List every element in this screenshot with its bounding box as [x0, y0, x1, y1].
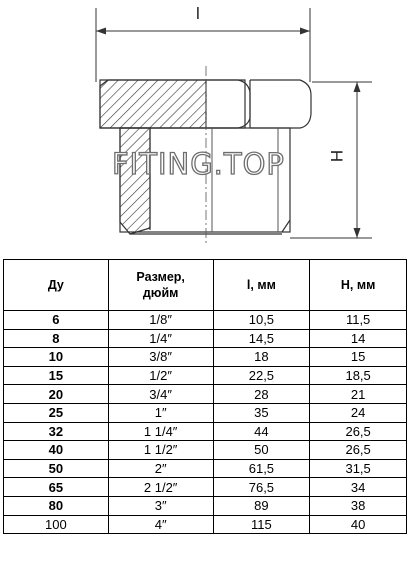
- cell-size: 2″: [108, 459, 213, 478]
- cell-size: 1/8″: [108, 311, 213, 330]
- cell-h: 18,5: [310, 366, 407, 385]
- column-header-h-mm: H, мм: [310, 260, 407, 311]
- column-header-du: Ду: [4, 260, 109, 311]
- cell-du: 32: [4, 422, 109, 441]
- cell-du: 20: [4, 385, 109, 404]
- cell-du: 100: [4, 515, 109, 534]
- cell-du: 40: [4, 441, 109, 460]
- cell-size: 1/2″: [108, 366, 213, 385]
- cell-l: 10,5: [213, 311, 310, 330]
- cell-h: 34: [310, 478, 407, 497]
- cell-h: 14: [310, 329, 407, 348]
- dimensions-table: [3, 259, 407, 534]
- table-row: [4, 441, 407, 460]
- table-row: [4, 311, 407, 330]
- table-header-row: [4, 260, 407, 311]
- plug-cross-section-drawing: [0, 0, 411, 258]
- cell-size: 1/4″: [108, 329, 213, 348]
- cell-size: 2 1/2″: [108, 478, 213, 497]
- cell-du: 65: [4, 478, 109, 497]
- table-row: [4, 348, 407, 367]
- technical-drawing: [0, 0, 411, 258]
- cell-size: 3″: [108, 496, 213, 515]
- table-row: [4, 329, 407, 348]
- cell-du: 10: [4, 348, 109, 367]
- cell-du: 8: [4, 329, 109, 348]
- watermark: FITING.TOP: [112, 147, 285, 181]
- table-row: [4, 403, 407, 422]
- cell-h: 11,5: [310, 311, 407, 330]
- cell-l: 76,5: [213, 478, 310, 497]
- cell-l: 18: [213, 348, 310, 367]
- table-row: [4, 496, 407, 515]
- cell-h: 38: [310, 496, 407, 515]
- cell-l: 35: [213, 403, 310, 422]
- cell-size: 1 1/4″: [108, 422, 213, 441]
- cell-l: 61,5: [213, 459, 310, 478]
- cell-l: 115: [213, 515, 310, 534]
- cell-l: 14,5: [213, 329, 310, 348]
- column-header-size-inch: Размер, дюйм: [108, 260, 213, 311]
- cell-size: 1″: [108, 403, 213, 422]
- table-row: [4, 459, 407, 478]
- cell-du: 25: [4, 403, 109, 422]
- column-header-l-mm: l, мм: [213, 260, 310, 311]
- cell-h: 26,5: [310, 422, 407, 441]
- cell-l: 22,5: [213, 366, 310, 385]
- cell-size: 3/8″: [108, 348, 213, 367]
- cell-du: 80: [4, 496, 109, 515]
- height-dimension-label: H: [327, 149, 347, 163]
- table-row: [4, 515, 407, 534]
- cell-h: 26,5: [310, 441, 407, 460]
- length-dimension-label: l: [196, 4, 200, 23]
- cell-l: 28: [213, 385, 310, 404]
- cell-size: 4″: [108, 515, 213, 534]
- cell-h: 15: [310, 348, 407, 367]
- cell-du: 6: [4, 311, 109, 330]
- cell-h: 21: [310, 385, 407, 404]
- cell-h: 40: [310, 515, 407, 534]
- table-row: [4, 366, 407, 385]
- table-row: [4, 478, 407, 497]
- cell-h: 24: [310, 403, 407, 422]
- cell-size: 1 1/2″: [108, 441, 213, 460]
- table-row: [4, 422, 407, 441]
- cell-size: 3/4″: [108, 385, 213, 404]
- cell-h: 31,5: [310, 459, 407, 478]
- cell-l: 89: [213, 496, 310, 515]
- cell-l: 50: [213, 441, 310, 460]
- table-row: [4, 385, 407, 404]
- cell-du: 50: [4, 459, 109, 478]
- cell-l: 44: [213, 422, 310, 441]
- cell-du: 15: [4, 366, 109, 385]
